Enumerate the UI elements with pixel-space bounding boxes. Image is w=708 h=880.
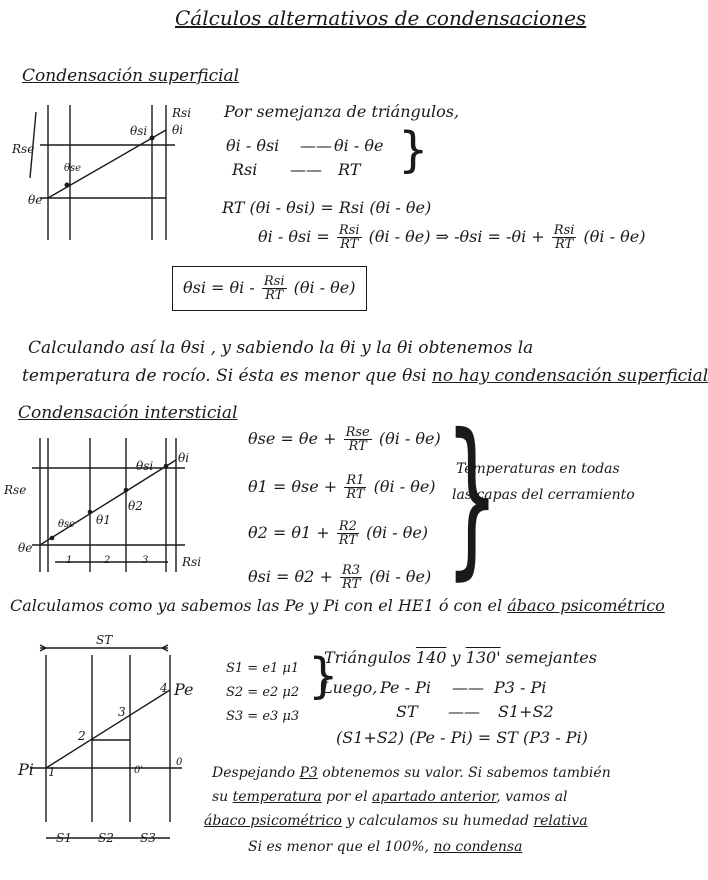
proportion-dash: —— [448, 702, 480, 721]
note-line-1: Temperaturas en todas [456, 461, 620, 477]
proportion-dash: —— [452, 678, 484, 697]
equation-theta-si-derivation: θi - θsi = $\frac{\text{Rsi}}{RT}$ (θi - θe) ⇒ -θsi = -θi + $\frac{\text{Rsi}}{RT}$ (θi - θe) [258, 223, 646, 252]
label-point-2: 2 [78, 729, 86, 743]
equation-s1: S1 = e1 μ1 [226, 661, 300, 676]
equation-s3: S3 = e3 μ3 [226, 709, 300, 724]
vapour-intro: Calculamos como ya sabemos las Pe y Pi con el HE1 ó con el ábaco psicométrico [10, 596, 665, 615]
proportion-2-left: ST [396, 702, 418, 721]
proportion-1-right: θi - θe [334, 136, 384, 155]
label-theta-si: θsi [136, 459, 154, 473]
label-s1: S1 [56, 831, 72, 845]
conclusion-line-4: Si es menor que el 100%, no condensa [248, 839, 523, 855]
conclusion-line-2: su temperatura por el apartado anterior, vamos al [212, 789, 568, 805]
equation-theta-2: θ2 = θ1 + $\frac{R2}{RT}$ (θi - θe) [248, 519, 429, 548]
similarity-intro: Por semejanza de triángulos, [224, 102, 460, 121]
label-point-4: 4 [160, 681, 168, 695]
label-theta-2: θ2 [128, 499, 143, 513]
label-pi: Pi [18, 760, 34, 779]
label-rse: Rse [12, 142, 35, 156]
proportion-2-left: Rsi [232, 160, 258, 179]
label-s2: S2 [98, 831, 114, 845]
label-pe: Pe [174, 680, 194, 699]
label-point-3: 3 [118, 705, 126, 719]
equation-theta-1: θ1 = θse + $\frac{R1}{RT}$ (θi - θe) [248, 473, 436, 502]
label-s3: S3 [140, 831, 156, 845]
conclusion-line-3: ábaco psicométrico y calculamos su humedad relativa [204, 813, 588, 829]
label-theta-e: θe [28, 193, 43, 207]
proportion-1-right: P3 - Pi [494, 678, 547, 697]
label-theta-1: θ1 [96, 513, 111, 527]
label-theta-se: θse [58, 519, 76, 530]
right-brace: } [398, 122, 429, 178]
proportion-dash: —— [300, 136, 332, 155]
paragraph-line-1: Calculando así la θsi , y sabiendo la θi y la θi obtenemos la [28, 338, 534, 358]
label-theta-i: θi [178, 451, 190, 465]
proportion-1-left: θi - θsi [226, 136, 280, 155]
luego-label: Luego, [322, 678, 378, 697]
label-r3: 3 [142, 555, 149, 566]
right-brace: } [445, 398, 500, 596]
equation-rt: RT (θi - θsi) = Rsi (θi - θe) [222, 198, 432, 217]
label-r2: 2 [104, 555, 111, 566]
label-rse: Rse [4, 483, 27, 497]
label-point-0: 0 [176, 757, 183, 768]
equation-theta-si: θsi = θ2 + $\frac{R3}{RT}$ (θi - θe) [248, 563, 432, 592]
label-point-0-prime: 0' [134, 765, 144, 776]
equation-p3: (S1+S2) (Pe - Pi) = ST (P3 - Pi) [336, 728, 588, 747]
conclusion-line-1: Despejando P3 obtenemos su valor. Si sabemos también [212, 765, 611, 781]
proportion-1-left: Pe - Pi [380, 678, 431, 697]
label-r1: 1 [66, 555, 73, 566]
label-theta-se: θse [64, 163, 82, 174]
label-theta-i: θi [172, 123, 184, 137]
proportion-dash: —— [290, 160, 322, 179]
section-heading-superficial: Condensación superficial [22, 66, 240, 86]
note-line-2: las capas del cerramiento [452, 487, 635, 503]
label-theta-e: θe [18, 541, 33, 555]
right-brace: } [308, 648, 339, 704]
label-point-1: 1 [48, 765, 56, 779]
boxed-result-theta-si: θsi = θi - $\frac{\text{Rsi}}{RT}$ (θi - θe) [172, 266, 367, 311]
proportion-2-right: RT [338, 160, 361, 179]
label-theta-si: θsi [130, 124, 148, 138]
equation-theta-se: θse = θe + $\frac{\text{Rse}}{RT}$ (θi - θe) [248, 425, 441, 454]
proportion-2-right: S1+S2 [498, 702, 554, 721]
equation-s2: S2 = e2 μ2 [226, 685, 300, 700]
label-st: ST [96, 633, 113, 647]
label-rsi: Rsi [172, 106, 192, 120]
page-title: Cálculos alternativos de condensaciones [175, 6, 587, 30]
label-rsi: Rsi [182, 555, 202, 569]
triangles-statement: Triángulos 140 y 130' semejantes [324, 648, 597, 667]
paragraph-line-2: temperatura de rocío. Si ésta es menor que θsi no hay condensación superficial [22, 366, 708, 386]
section-heading-intersticial: Condensación intersticial [18, 403, 238, 423]
